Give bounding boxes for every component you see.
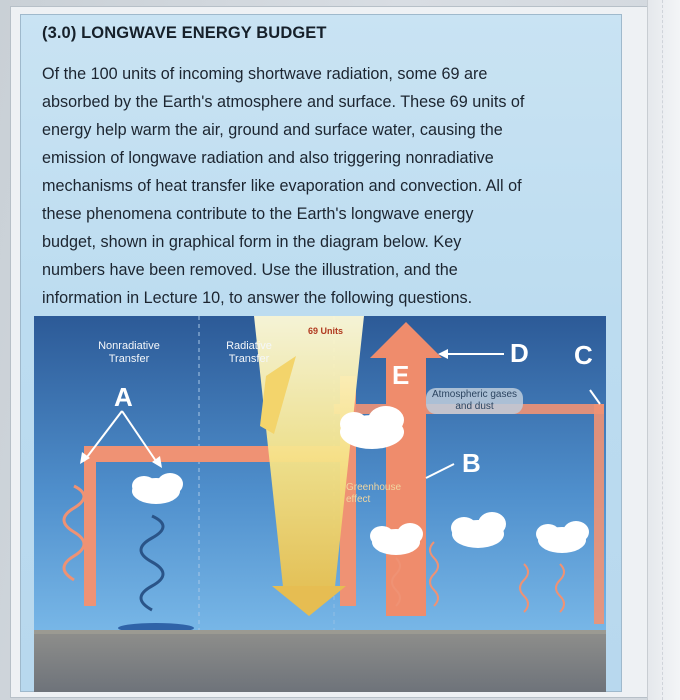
body-line: emission of longwave radiation and also triggering nonradiative bbox=[42, 149, 494, 167]
letter-a: A bbox=[114, 382, 133, 412]
scroll-guide bbox=[662, 0, 663, 700]
section-title: (3.0) LONGWAVE ENERGY BUDGET bbox=[42, 24, 327, 42]
label-line: Greenhouse bbox=[346, 482, 402, 493]
body-line: numbers have been removed. Use the illustration, and the bbox=[42, 261, 458, 279]
longwave-budget-diagram bbox=[34, 316, 606, 692]
body-line: absorbed by the Earth's atmosphere and surface. These 69 units of bbox=[42, 93, 525, 111]
diagram-svg bbox=[34, 316, 606, 692]
body-line: mechanisms of heat transfer like evaporation and convection. All of bbox=[42, 177, 522, 195]
letter-e: E bbox=[392, 360, 410, 390]
label-line: Transfer bbox=[108, 353, 150, 365]
radiative-transfer-label bbox=[214, 340, 284, 366]
letter-b: B bbox=[462, 448, 481, 478]
ground-surface bbox=[34, 630, 606, 692]
section-body bbox=[42, 60, 602, 312]
atmospheric-gases-label bbox=[426, 388, 523, 414]
units-label: 69 Units bbox=[308, 326, 344, 336]
label-line: effect bbox=[346, 494, 371, 505]
ground-strip bbox=[34, 630, 606, 634]
body-line: these phenomena contribute to the Earth's longwave energy bbox=[42, 205, 474, 223]
label-line: Atmospheric gases bbox=[432, 389, 518, 400]
letter-d: D bbox=[510, 338, 529, 368]
right-flow-down bbox=[594, 404, 604, 624]
body-line: budget, shown in graphical form in the diagram below. Key bbox=[42, 233, 462, 251]
body-line: information in Lecture 10, to answer the following questions. bbox=[42, 289, 473, 307]
label-line: Transfer bbox=[228, 353, 270, 365]
body-line: Of the 100 units of incoming shortwave radiation, some 69 are bbox=[42, 65, 488, 83]
nonradiative-transfer-label bbox=[84, 340, 174, 366]
scrollbar-area[interactable] bbox=[647, 0, 680, 700]
label-line: Nonradiative bbox=[98, 340, 160, 352]
left-flow-down bbox=[84, 446, 96, 606]
letter-c: C bbox=[574, 340, 593, 370]
greenhouse-effect-label bbox=[346, 482, 401, 506]
label-line: Radiative bbox=[226, 340, 272, 352]
label-line: and dust bbox=[455, 401, 494, 412]
body-line: energy help warm the air, ground and surface water, causing the bbox=[42, 121, 503, 139]
